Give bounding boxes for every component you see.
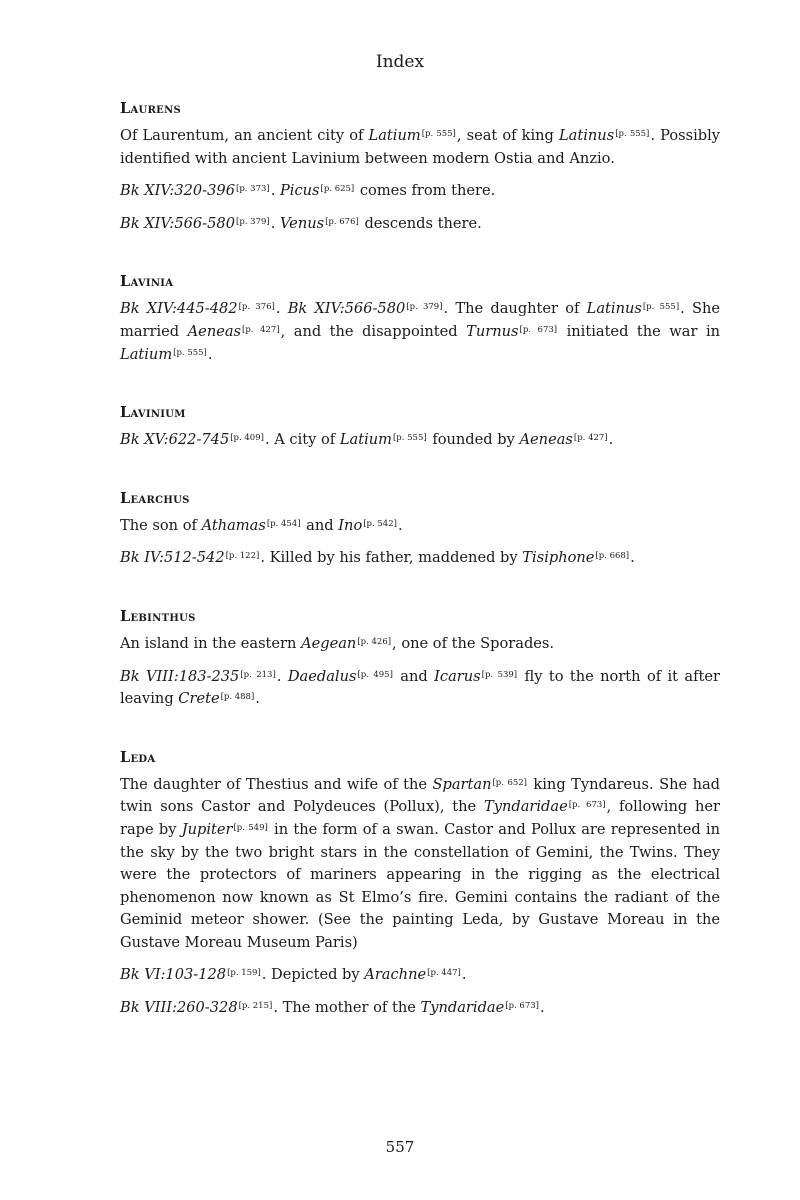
page-reference-link[interactable]: [p. 652] [492,777,527,788]
body-text: . [255,690,260,708]
body-text: . Possibly identified with ancient Lavinium between modern Ostia and Anzio. [120,127,721,167]
entry-title: Lebinthus [120,607,196,625]
entry-paragraph [120,666,720,711]
index-entry [120,100,720,235]
entry-paragraph [120,964,720,987]
page-reference-link[interactable]: [p. 668] [595,551,630,562]
page-reference-link[interactable]: [p. 447] [427,968,461,979]
page-reference-link[interactable]: [p. 549] [233,822,268,833]
page-reference-link[interactable]: [p. 555] [615,129,650,139]
cross-reference-link[interactable]: Venus [279,214,325,232]
index-entry [120,404,720,452]
body-text: , seat of king [456,127,559,144]
page-reference-link[interactable]: [p. 555] [421,129,456,139]
body-text: . [207,345,213,363]
body-text: founded by [427,431,520,449]
page-reference-link[interactable]: [p. 539] [481,669,518,680]
entry-title: Lavinia [120,273,174,291]
entry-paragraph [120,125,720,170]
body-text: descends there. [359,214,482,232]
cross-reference-link[interactable]: Bk XIV:320-396 [120,182,235,200]
page-reference-link[interactable]: [p. 215] [238,1001,273,1012]
cross-reference-link[interactable]: Latium [368,127,421,144]
cross-reference-link[interactable]: Athamas [201,516,266,534]
page-reference-link[interactable]: [p. 673] [568,800,606,811]
body-text: , following her rape by [120,798,720,838]
page-reference-link[interactable]: [p. 555] [392,433,427,444]
page-reference-link[interactable]: [p. 555] [642,302,680,313]
body-text: . Killed by his father, maddened by [260,549,523,567]
cross-reference-link[interactable]: Crete [178,690,220,708]
body-text: . [397,516,403,534]
page-reference-link[interactable]: [p. 555] [173,347,207,358]
cross-reference-link[interactable]: Jupiter [181,820,233,838]
cross-reference-link[interactable]: Aeneas [187,322,242,340]
body-text: comes from there. [355,182,496,200]
entry-paragraph [120,213,720,236]
body-text: . [270,182,280,200]
entry-paragraph [120,547,720,570]
cross-reference-link[interactable]: Latinus [558,127,615,144]
cross-reference-link[interactable]: Latium [120,345,173,363]
page-reference-link[interactable]: [p. 122] [225,551,260,562]
cross-reference-link[interactable]: Aegean [301,634,357,652]
cross-reference-link[interactable]: Latium [339,431,392,449]
entry-title: Learchus [120,489,190,507]
body-text: Of Laurentum, an ancient city of [120,127,369,144]
cross-reference-link[interactable]: Bk XIV:445-482 [120,300,238,318]
page-reference-link[interactable]: [p. 373] [236,184,270,195]
page-reference-link[interactable]: [p. 426] [357,636,392,647]
cross-reference-link[interactable]: Daedalus [287,667,357,685]
page-reference-link[interactable]: [p. 427] [242,324,280,335]
page-reference-link[interactable]: [p. 379] [406,302,443,313]
cross-reference-link[interactable]: Bk XIV:566-580 [120,214,235,232]
page-reference-link[interactable]: [p. 376] [238,302,275,313]
cross-reference-link[interactable]: Picus [279,182,320,200]
body-text: . [539,999,545,1017]
body-text: king Tyndareus. She had twin sons Castor and Polydeuces (Pollux), the [120,775,721,816]
page-reference-link[interactable]: [p. 427] [573,433,608,444]
running-header: Index [375,52,425,72]
cross-reference-link[interactable]: Bk VIII:183-235 [120,667,240,685]
entry-paragraph [120,997,720,1020]
cross-reference-link[interactable]: Bk IV:512-542 [120,549,225,567]
entry-paragraph [120,429,720,452]
body-text: fly to the north of it after leaving [120,667,721,708]
body-text: . [270,214,280,232]
body-text: . [276,667,288,685]
body-text: , one of the Sporades. [392,634,555,652]
body-text: and [301,516,339,534]
body-text: , and the disappointed [280,322,467,340]
cross-reference-link[interactable]: Arachne [364,966,427,984]
cross-reference-link[interactable]: Spartan [432,775,492,793]
page-reference-link[interactable]: [p. 673] [505,1001,539,1012]
cross-reference-link[interactable]: Tisiphone [522,549,595,567]
body-text: . [461,966,467,984]
body-text: initiated the war in [558,322,721,340]
body-text: . [608,431,614,449]
cross-reference-link[interactable]: Tyndaridae [420,999,505,1017]
body-text: . Depicted by [261,966,365,984]
cross-reference-link[interactable]: Bk XIV:566-580 [287,300,406,318]
body-text: . The mother of the [273,999,421,1017]
page-reference-link[interactable]: [p. 625] [320,184,355,195]
page-reference-link[interactable]: [p. 495] [357,669,393,680]
page-reference-link[interactable]: [p. 213] [240,669,276,680]
cross-reference-link[interactable]: Turnus [466,322,519,340]
page-reference-link[interactable]: [p. 673] [519,324,558,335]
body-text: . She married [120,300,721,340]
entry-title: Leda [120,748,156,766]
body-text: . The daughter of [443,300,587,318]
entry-paragraph [120,515,720,538]
body-text: . [275,300,288,318]
entry-paragraph [120,298,720,366]
page-reference-link[interactable]: [p. 159] [227,968,261,979]
page-reference-link[interactable]: [p. 379] [236,216,270,227]
body-text: in the form of a swan. Castor and Pollux are represented in the sky by the two bright stars in the constellation of Gemini, the Twins. They were the protectors of mariners appearing in the rigging as the electrical phenomenon now known as St Elmo’s fire. Gemini contains the radiant of the Geminid meteor shower. (See the painting Leda, by Gustave Moreau in the Gustave Moreau Museum Paris) [120,820,720,951]
cross-reference-link[interactable]: Bk XV:622-745 [120,431,230,449]
entry-paragraph [120,633,720,656]
page-number: 557 [385,1138,415,1156]
body-text: The son of [120,516,202,534]
page-reference-link[interactable]: [p. 409] [230,433,264,444]
cross-reference-link[interactable]: Bk VIII:260-328 [120,999,238,1017]
cross-reference-link[interactable]: Tyndaridae [483,798,568,816]
body-text: . A city of [264,431,340,449]
page-reference-link[interactable]: [p. 542] [363,518,397,529]
entry-title: Lavinium [120,404,186,422]
cross-reference-link[interactable]: Bk VI:103-128 [120,966,227,984]
body-text: . [630,549,635,567]
cross-reference-link[interactable]: Icarus [434,667,481,685]
page-reference-link[interactable]: [p. 454] [266,518,301,529]
entry-paragraph [120,774,720,955]
page-reference-link[interactable]: [p. 676] [325,216,359,227]
cross-reference-link[interactable]: Aeneas [519,431,573,449]
entry-title: Laurens [120,100,182,117]
index-content [120,100,720,1058]
body-text: and [393,667,435,685]
body-text: The daughter of Thestius and wife of the [120,775,433,793]
index-entry [120,273,720,366]
entry-paragraph [120,180,720,203]
index-entry [120,608,720,711]
cross-reference-link[interactable]: Ino [338,516,363,534]
cross-reference-link[interactable]: Latinus [586,300,642,318]
index-entry [120,490,720,570]
page-reference-link[interactable]: [p. 488] [220,692,255,703]
index-entry [120,749,720,1020]
body-text: An island in the eastern [120,634,302,652]
